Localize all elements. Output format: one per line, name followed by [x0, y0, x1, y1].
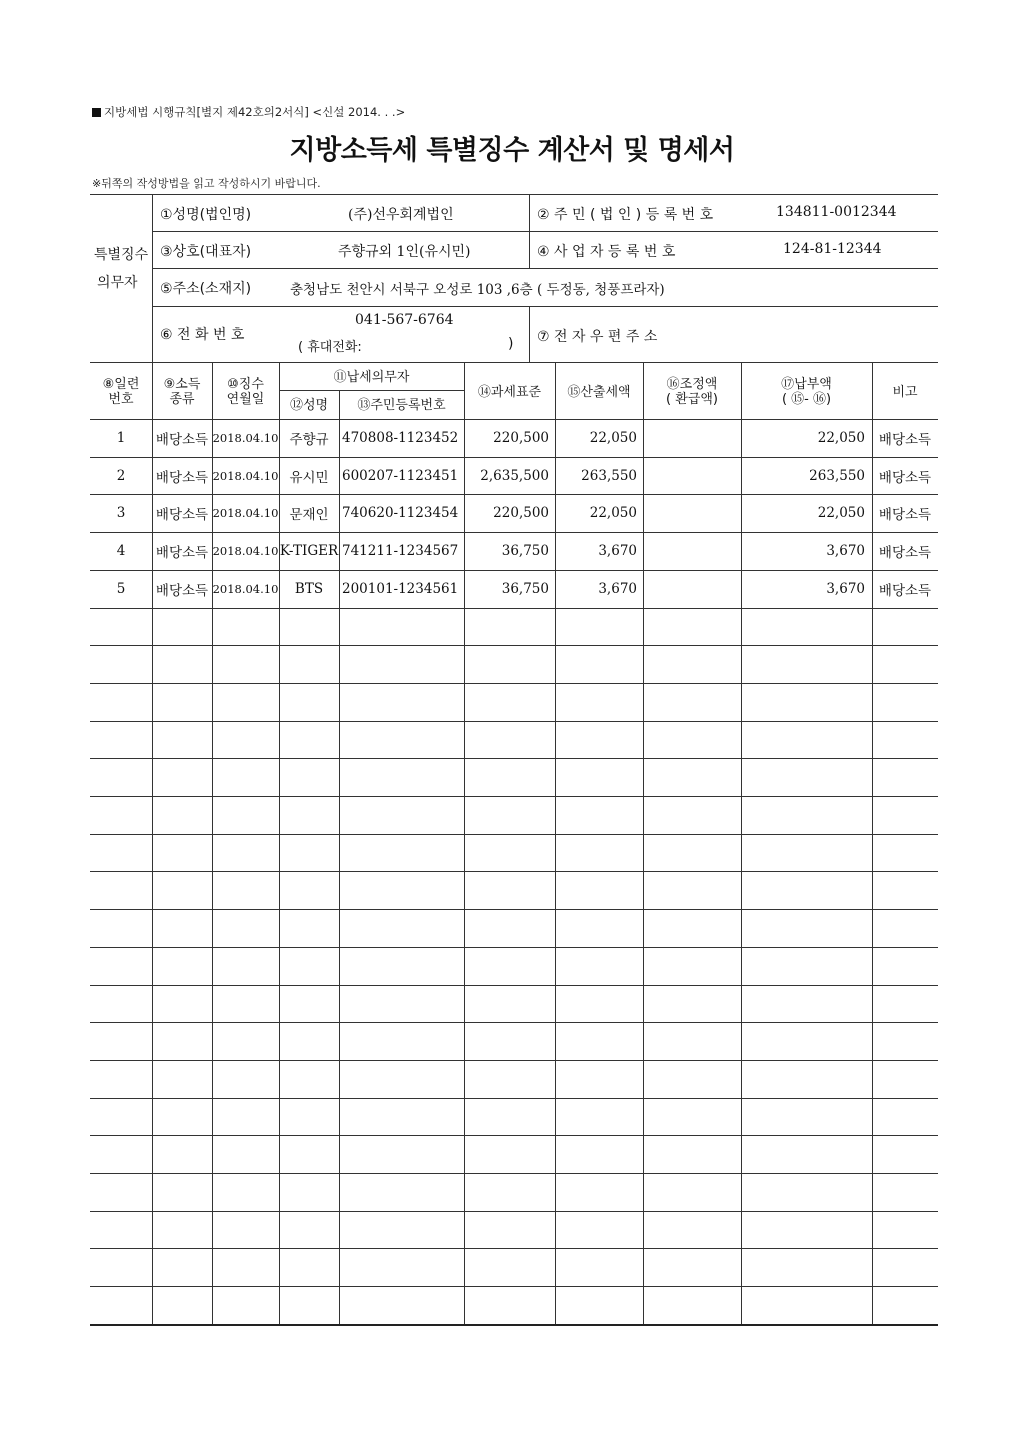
form-reference: [92, 104, 405, 120]
cell-pay: 3,670: [826, 543, 865, 559]
cell-tax: 3,670: [598, 581, 637, 597]
cell-tax: 22,050: [589, 505, 637, 521]
mobile-label: ( 휴대전화:: [298, 340, 362, 355]
table-row-line: [90, 1248, 938, 1249]
table-row-line: [90, 909, 938, 910]
cell-note: 배당소득: [878, 432, 932, 448]
cell-adjust: [643, 532, 735, 570]
cell-name: 유시민: [289, 470, 329, 486]
cell-name: BTS: [294, 581, 324, 597]
cell-type: 배당소득: [155, 583, 209, 599]
company-label: ③상호(대표자): [160, 244, 252, 260]
registration-label: ② 주 민 ( 법 인 ) 등 록 번 호: [537, 207, 714, 223]
header-line: ⑨소득: [163, 377, 201, 392]
col-header-pay: [741, 370, 872, 414]
cell-rrn: 470808-1123452: [342, 430, 459, 446]
business-number-value: 124-81-12344: [783, 241, 882, 257]
address-value: 충청남도 천안시 서북구 오성로 103 ,6층 ( 두정동, 청풍프라자): [290, 282, 665, 298]
cell-date: 2018.04.10: [212, 431, 279, 445]
cell-note: 배당소득: [878, 470, 932, 486]
table-row-line: [90, 985, 938, 986]
cell-adjust: [643, 457, 735, 495]
mobile-close: ): [508, 336, 514, 352]
col-header-type: [152, 370, 212, 414]
table-row-line: [90, 1173, 938, 1174]
cell-type: 배당소득: [155, 545, 209, 561]
obligor-mid-divider: [529, 194, 530, 268]
cell-no: 2: [116, 468, 126, 484]
cell-no: 1: [116, 430, 126, 446]
table-column-line: [339, 390, 340, 1324]
cell-adjust: [643, 494, 735, 532]
instruction-note: ※뒤쪽의 작성방법을 읽고 작성하시기 바랍니다.: [92, 177, 321, 190]
table-row-line: [90, 683, 938, 684]
table-row-line: [90, 1060, 938, 1061]
cell-name: K-TIGER: [279, 543, 339, 559]
name-label: ①성명(법인명): [160, 207, 252, 223]
table-row-line: [90, 796, 938, 797]
table-row-line: [90, 1286, 938, 1287]
phone-value: 041-567-6764: [355, 312, 454, 328]
cell-pay: 22,050: [817, 505, 865, 521]
cell-note: 배당소득: [878, 583, 932, 599]
cell-no: 5: [116, 581, 126, 597]
address-label: ⑤주소(소재지): [160, 281, 252, 297]
business-number-label: ④ 사 업 자 등 록 번 호: [537, 244, 676, 260]
col-header-serial: [90, 370, 152, 414]
cell-adjust: [643, 419, 735, 457]
section-label: 특별징수: [94, 247, 149, 263]
col-header-rrn: ⑬주민등록번호: [357, 397, 446, 413]
taxpayer-subheader-line: [279, 390, 464, 391]
header-line: 연월일: [226, 392, 265, 407]
table-row-line: [90, 721, 938, 722]
cell-pay: 22,050: [817, 430, 865, 446]
col-header-calc: ⑮산출세액: [567, 384, 631, 400]
table-row-line: [90, 871, 938, 872]
col-header-date: [212, 370, 279, 414]
company-value: 주향규외 1인(유시민): [338, 244, 471, 260]
table-row-line: [90, 1098, 938, 1099]
cell-type: 배당소득: [155, 470, 209, 486]
obligor-label-divider: [152, 194, 153, 362]
header-line: ⑰납부액: [781, 377, 832, 392]
header-line: ⑯조정액: [666, 377, 718, 392]
cell-tax: 263,550: [581, 468, 637, 484]
table-row-line: [90, 947, 938, 948]
cell-tax: 22,050: [589, 430, 637, 446]
cell-base: 36,750: [501, 581, 549, 597]
cell-pay: 3,670: [826, 581, 865, 597]
table-row-line: [90, 608, 938, 609]
header-line: 번호: [108, 392, 134, 407]
cell-type: 배당소득: [155, 432, 209, 448]
table-row-line: [90, 758, 938, 759]
registration-value: 134811-0012344: [776, 204, 897, 220]
top-border: [90, 194, 938, 195]
obligor-divider: [152, 268, 938, 269]
cell-date: 2018.04.10: [212, 582, 279, 596]
form-reference-text: 지방세법 시행규칙[별지 제42호의2서식] <신설 2014. . .>: [104, 105, 406, 119]
col-header-note: 비고: [892, 384, 918, 400]
cell-no: 4: [116, 543, 126, 559]
header-line: ⑧일련: [102, 377, 140, 392]
cell-name: 주향규: [289, 432, 329, 448]
cell-rrn: 200101-1234561: [342, 581, 459, 597]
table-row-line: [90, 645, 938, 646]
cell-name: 문재인: [289, 507, 329, 523]
cell-base: 2,635,500: [480, 468, 549, 484]
obligor-mid-divider: [529, 306, 530, 362]
page-title: 지방소득세 특별징수 계산서 및 명세서: [289, 135, 735, 166]
cell-rrn: 600207-1123451: [342, 468, 459, 484]
obligor-divider: [152, 231, 938, 232]
table-bottom-border: [90, 1324, 938, 1326]
col-header-adjust: [643, 370, 741, 414]
cell-note: 배당소득: [878, 507, 932, 523]
cell-base: 220,500: [493, 505, 549, 521]
obligor-divider: [152, 306, 938, 307]
section-label: 의무자: [97, 275, 138, 291]
header-line: 종류: [169, 392, 195, 407]
col-header-taxpayer: ⑪납세의무자: [333, 369, 410, 385]
cell-date: 2018.04.10: [212, 544, 279, 558]
section-divider: [90, 362, 938, 363]
cell-base: 36,750: [501, 543, 549, 559]
cell-rrn: 740620-1123454: [342, 505, 459, 521]
name-value: (주)선우회계법인: [348, 207, 454, 223]
col-header-base: ⑭과세표준: [477, 384, 542, 400]
cell-no: 3: [116, 505, 126, 521]
email-label: ⑦ 전 자 우 편 주 소: [537, 329, 658, 345]
table-row-line: [90, 1211, 938, 1212]
square-bullet-icon: [92, 108, 101, 117]
cell-date: 2018.04.10: [212, 506, 279, 520]
cell-adjust: [643, 570, 735, 608]
table-row-line: [90, 834, 938, 835]
table-row-line: [90, 1135, 938, 1136]
header-line: ( 환급액): [666, 392, 718, 407]
cell-type: 배당소득: [155, 507, 209, 523]
cell-rrn: 741211-1234567: [342, 543, 459, 559]
cell-base: 220,500: [493, 430, 549, 446]
cell-pay: 263,550: [809, 468, 865, 484]
table-row-line: [90, 1022, 938, 1023]
cell-note: 배당소득: [878, 545, 932, 561]
header-line: ( ⑮- ⑯): [781, 392, 832, 407]
phone-label: ⑥ 전 화 번 호: [160, 327, 245, 343]
cell-date: 2018.04.10: [212, 469, 279, 483]
cell-tax: 3,670: [598, 543, 637, 559]
col-header-name: ⑫성명: [289, 397, 329, 413]
header-line: ⑩징수: [227, 377, 264, 392]
